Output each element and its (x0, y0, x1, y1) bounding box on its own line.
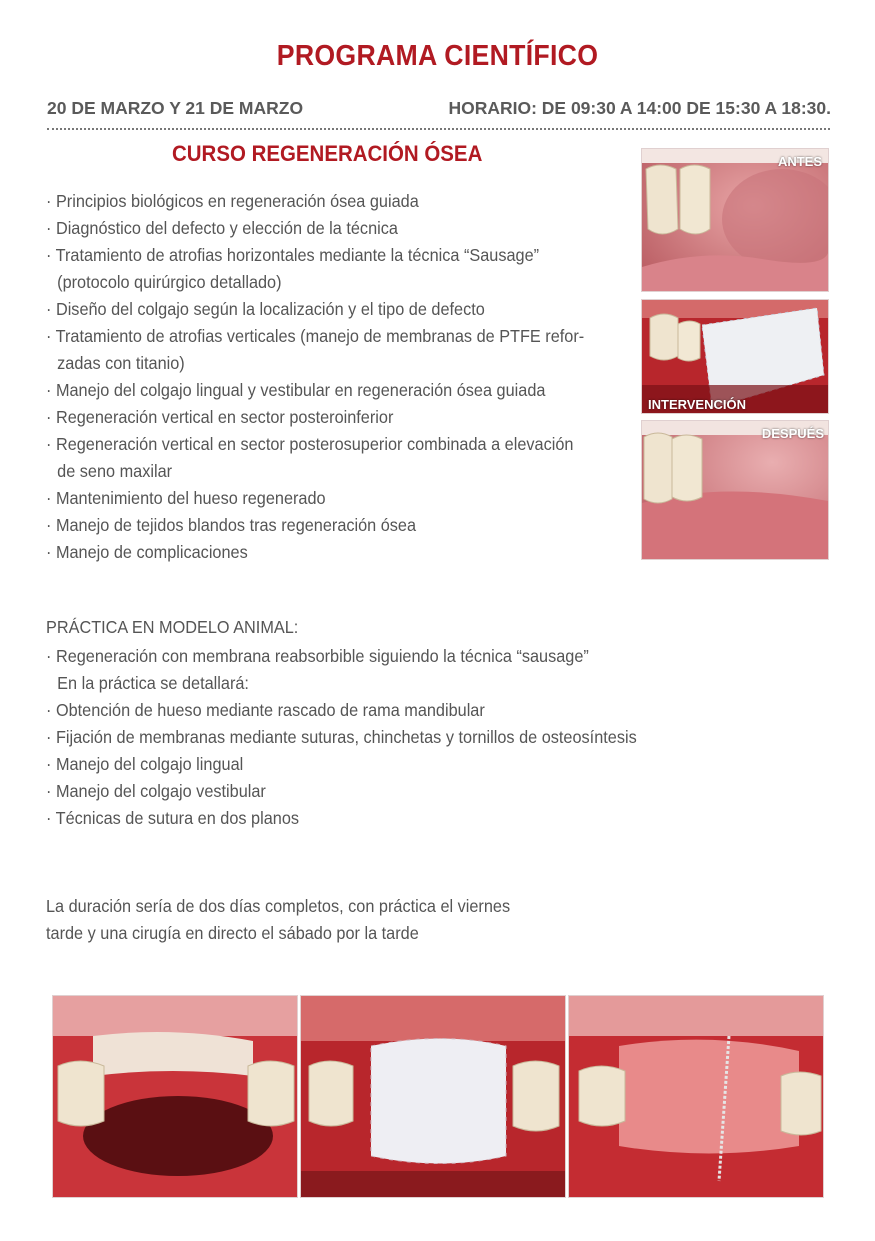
list-item: · Manejo del colgajo lingual y vestibular en regeneración ósea guiada (46, 380, 546, 400)
list-item: · Manejo del colgajo lingual (46, 754, 244, 774)
list-item: · Manejo de tejidos blandos tras regeneración ósea (46, 515, 417, 535)
list-item: · Regeneración vertical en sector posteroinferior (46, 407, 394, 427)
list-item: · Manejo de complicaciones (46, 542, 248, 562)
course-schedule: HORARIO: DE 09:30 A 14:00 DE 15:30 A 18:30. (448, 98, 831, 118)
photo-label-intervention: INTERVENCIÓN (648, 397, 746, 412)
practice-label: PRÁCTICA EN MODELO ANIMAL: (46, 617, 299, 637)
list-item: · Principios biológicos en regeneración ósea guiada (46, 191, 419, 211)
photo-label-after: DESPUÉS (761, 426, 824, 441)
list-item: · Regeneración con membrana reabsorbible siguiendo la técnica “sausage” En la práctica se detallará: (46, 646, 589, 693)
list-item: · Diseño del colgajo según la localización y el tipo de defecto (46, 299, 485, 319)
list-item: · Fijación de membranas mediante suturas, chinchetas y tornillos de osteosíntesis (46, 727, 637, 747)
list-item: · Obtención de hueso mediante rascado de rama mandibular (46, 700, 485, 720)
list-item: · Técnicas de sutura en dos planos (46, 808, 300, 828)
photo-regenerated-bone (568, 995, 824, 1198)
page-title: PROGRAMA CIENTÍFICO (276, 40, 599, 72)
list-item: · Regeneración vertical en sector posterosuperior combinada a elevación de seno maxilar (46, 434, 574, 481)
photo-intervention (641, 299, 829, 414)
list-item: · Diagnóstico del defecto y elección de la técnica (46, 218, 398, 238)
list-item: · Tratamiento de atrofias verticales (manejo de membranas de PTFE refor- zadas con titanio) (46, 326, 585, 373)
list-item: · Tratamiento de atrofias horizontales mediante la técnica “Sausage” (protocolo quirúrgico detallado) (46, 245, 540, 292)
photo-bone-defect (52, 995, 298, 1198)
course-topic-list (46, 188, 625, 566)
practice-list (46, 643, 681, 832)
list-item: · Manejo del colgajo vestibular (46, 781, 266, 801)
dotted-divider (47, 128, 830, 130)
course-dates: 20 DE MARZO Y 21 DE MARZO (47, 98, 304, 118)
photo-before (641, 148, 829, 292)
list-item: · Mantenimiento del hueso regenerado (46, 488, 326, 508)
photo-membrane (300, 995, 566, 1198)
photo-label-before: ANTES (777, 154, 822, 169)
photo-after (641, 420, 829, 560)
duration-note: La duración sería de dos días completos, con práctica el viernes tarde y una cirugía en directo el sábado por la tarde (46, 896, 511, 943)
course-title: CURSO REGENERACIÓN ÓSEA (172, 141, 483, 166)
